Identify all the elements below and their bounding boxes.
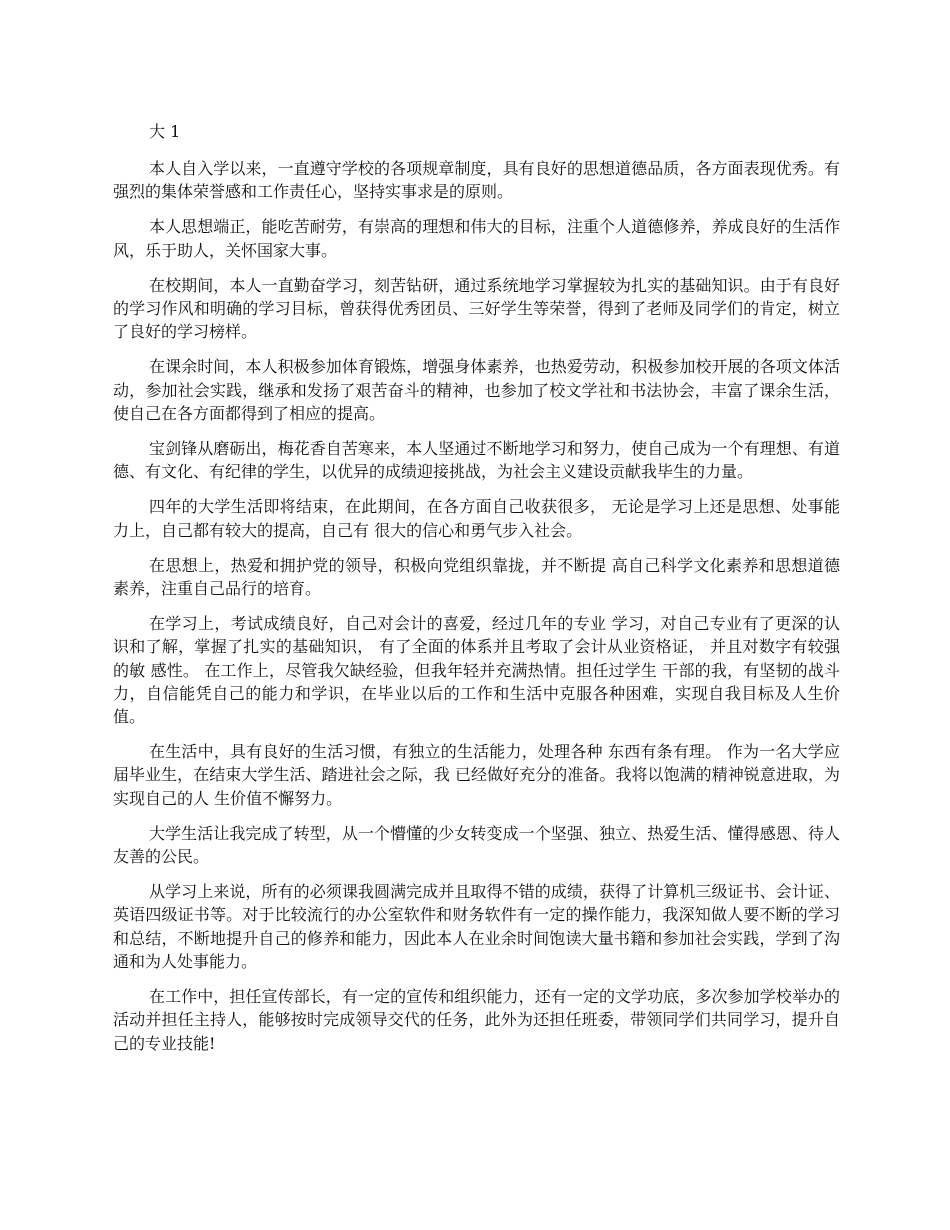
paragraph-7: 在思想上，热爱和拥护党的领导，积极向党组织靠拢，并不断提 高自己科学文化素养和思想道德素养，注重自己品行的培育。	[113, 555, 840, 599]
document-page	[113, 120, 840, 1067]
paragraph-1: 本人自入学以来，一直遵守学校的各项规章制度，具有良好的思想道德品质，各方面表现优秀。有强烈的集体荣誉感和工作责任心，坚持实事求是的原则。	[113, 159, 840, 202]
paragraph-10: 大学生活让我完成了转型，从一个懵懂的少女转变成一个坚强、独立、热爱生活、懂得感恩、待人友善的公民。	[113, 823, 840, 867]
document-heading: 大 1	[149, 122, 181, 141]
paragraph-9: 在生活中，具有良好的生活习惯，有独立的生活能力，处理各种 东西有条有理。 作为一名大学应届毕业生，在结束大学生活、踏进社会之际，我 已经做好充分的准备。我将以饱满的精神锐意进取，为实现自己的人 生价值不懈努力。	[113, 742, 840, 808]
paragraph-12: 在工作中，担任宣传部长，有一定的宣传和组织能力，还有一定的文学功底，多次参加学校举办的活动并担任主持人，能够按时完成领导交代的任务，此外为还担任班委，带领同学们共同学习，提升自己的专业技能!	[113, 987, 840, 1053]
paragraph-2: 本人思想端正，能吃苦耐劳，有崇高的理想和伟大的目标，注重个人道德修养，养成良好的生活作风，乐于助人，关怀国家大事。	[113, 217, 840, 260]
paragraph-6: 四年的大学生活即将结束，在此期间，在各方面自己收获很多， 无论是学习上还是思想、处事能力上，自己都有较大的提高，自己有 很大的信心和勇气步入社会。	[113, 497, 840, 540]
paragraph-5: 宝剑锋从磨砺出，梅花香自苦寒来，本人坚通过不断地学习和努力，使自己成为一个有理想、有道德、有文化、有纪律的学生，以优异的成绩迎接挑战，为社会主义建设贡献我毕生的力量。	[113, 439, 840, 482]
paragraph-4: 在课余时间，本人积极参加体育锻炼，增强身体素养，也热爱劳动，积极参加校开展的各项文体活动，参加社会实践，继承和发扬了艰苦奋斗的精神，也参加了校文学社和书法协会，丰富了课余生活，使自己在各方面都得到了相应的提高。	[113, 357, 840, 423]
paragraph-3: 在校期间，本人一直勤奋学习，刻苦钻研，通过系统地学习掌握较为扎实的基础知识。由于有良好的学习作风和明确的学习目标，曾获得优秀团员、三好学生等荣誉，得到了老师及同学们的肯定，树立了良好的学习榜样。	[113, 275, 840, 342]
paragraph-11: 从学习上来说，所有的必须课我圆满完成并且取得不错的成绩，获得了计算机三级证书、会计证、英语四级证书等。对于比较流行的办公室软件和财务软件有一定的操作能力，我深知做人要不断的学习和总结，不断地提升自己的修养和能力，因此本人在业余时间饱读大量书籍和参加社会实践，学到了沟通和为人处事能力。	[113, 882, 840, 971]
paragraph-8: 在学习上，考试成绩良好，自己对会计的喜爱，经过几年的专业 学习，对自己专业有了更深的认识和了解，掌握了扎实的基础知识， 有了全面的体系并且考取了会计从业资格证， 并且对数字有较强的敏 感性。 在工作上，尽管我欠缺经验，但我年轻并充满热情。担任过学生 干部的我，有坚韧的战斗力，自信能凭自己的能力和学识，在毕业以后的工作和生活中克服各种困难，实现自我目标及人生价值。	[113, 614, 840, 727]
